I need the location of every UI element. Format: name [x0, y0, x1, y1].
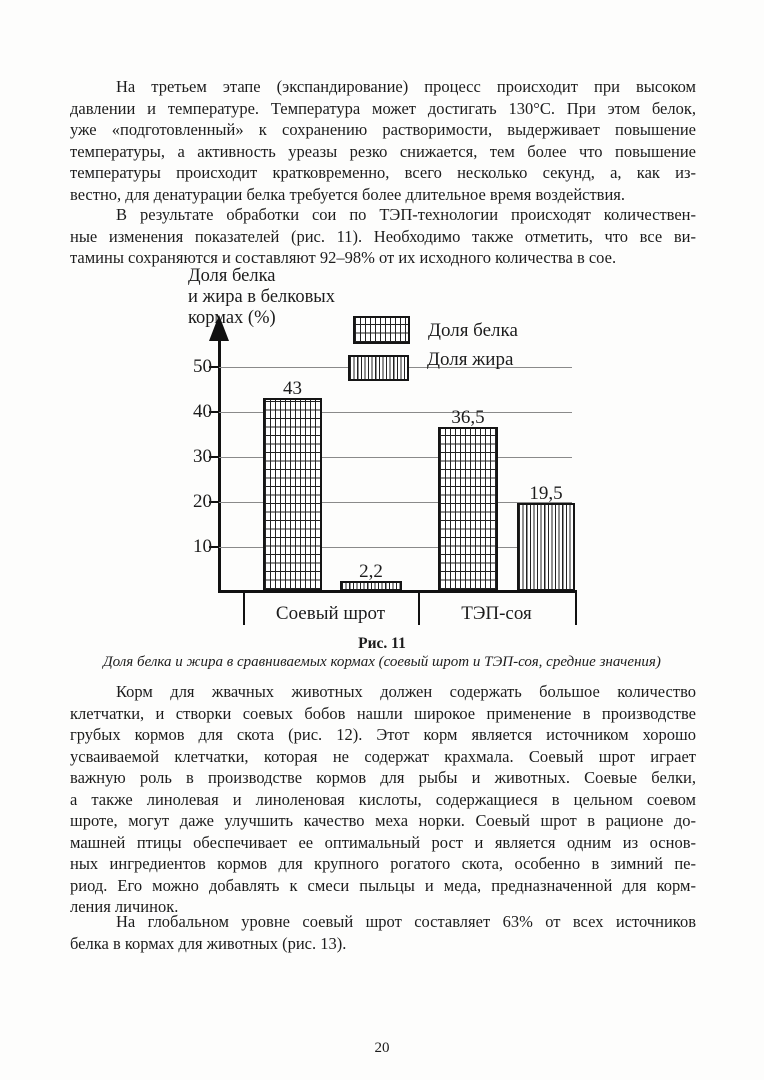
text-line: В результате обработки сои по ТЭП-технологии происходят количествен-	[116, 205, 696, 224]
y-axis-line	[218, 337, 221, 593]
y-tick-label: 30	[193, 446, 212, 467]
paragraph-4	[70, 911, 696, 954]
text-line: ления личинок.	[70, 897, 179, 916]
legend-swatch-fat	[348, 355, 409, 381]
legend-label-protein: Доля белка	[428, 320, 518, 341]
text-line: ные изменения показателей (рис. 11). Необходимо также отметить, что все ви-	[70, 226, 696, 246]
text-line: температуры происходит кратковременно, всего несколько секунд, а, как из-	[70, 163, 696, 182]
bar-value-label: 19,5	[529, 483, 563, 505]
text-line: усваиваемой клетчатки, которая не содержат крахмала. Соевый шрот играет	[70, 746, 696, 766]
text-line: машней птицы обеспечивает ее оптимальный рост и является одним из основ-	[70, 832, 696, 852]
legend-swatch-protein	[353, 316, 410, 344]
page-number: 20	[374, 1040, 390, 1056]
category-tick	[575, 593, 577, 625]
bar-crosshatch-cat0	[263, 398, 322, 592]
figure-caption: Доля белка и жира в сравниваемых кормах (соевый шрот и ТЭП-соя, средние значения)	[103, 654, 661, 670]
text-line: клетчатки, и створки соевых бобов нашли широкое применение в производстве	[70, 703, 696, 723]
paragraph-2	[70, 204, 696, 269]
x-axis-line	[218, 590, 577, 593]
text-line: а также линолевая и линоленовая кислоты, содержащиеся в цельном соевом	[70, 789, 696, 809]
y-axis-title-line: и жира в белковых	[188, 287, 335, 307]
category-label: Соевый шрот	[275, 603, 386, 624]
paragraph-1	[70, 76, 696, 205]
bar-chart-figure	[0, 265, 764, 631]
text-line: вестно, для денатурации белка требуется более длительное время воздействия.	[70, 184, 626, 204]
bar-value-label: 2,2	[359, 561, 383, 583]
text-line: давлении и температуре. Температура может достигать 130°С. При этом белок,	[70, 98, 696, 118]
text-line: важную роль в производстве кормов для рыбы и животных. Соевые белки,	[70, 768, 696, 787]
text-line: белка в кормах для животных (рис. 13).	[70, 933, 347, 953]
figure-label: Рис. 11	[358, 635, 406, 652]
legend-label-fat: Доля жира	[427, 349, 514, 370]
bar-crosshatch-cat1	[438, 427, 498, 591]
text-line: тамины сохраняются и составляют 92–98% от их исходного количества в сое.	[70, 248, 617, 267]
y-axis-title-line: Доля белка	[188, 266, 276, 286]
category-label: ТЭП-соя	[461, 603, 532, 624]
paragraph-3	[70, 681, 696, 918]
text-line: температуры, а активность уреазы резко снижается, тем более что повышение	[70, 141, 696, 161]
text-line: уже «подготовленный» к сохранению растворимости, выдерживает повышение	[70, 120, 696, 139]
y-axis-title-line: кормах (%)	[188, 308, 276, 328]
y-tick-label: 10	[193, 536, 212, 557]
y-tick-label: 50	[193, 356, 212, 377]
bar-value-label: 36,5	[451, 406, 485, 428]
y-tick-label: 20	[193, 491, 212, 512]
text-line: Корм для жвачных животных должен содержать большое количество	[116, 682, 696, 701]
text-line: шроте, могут даже улучшить качество меха норки. Соевый шрот в рационе до-	[70, 811, 696, 830]
bar-value-label: 43	[283, 377, 302, 399]
text-line: На третьем этапе (экспандирование) процесс происходит при высоком	[116, 77, 696, 96]
y-tick-label: 40	[193, 401, 212, 422]
text-line: На глобальном уровне соевый шрот составляет 63% от всех источников	[116, 912, 696, 931]
text-line: ных ингредиентов кормов для крупного рогатого скота, особенно в зимний пе-	[70, 854, 696, 873]
text-line: риод. Его можно добавлять к смеси пыльцы и меда, предназначенной для корм-	[70, 875, 696, 895]
text-line: грубых кормов для скота (рис. 12). Этот корм является источником хорошо	[70, 725, 696, 744]
bar-vertical-lines-cat1	[517, 503, 575, 591]
